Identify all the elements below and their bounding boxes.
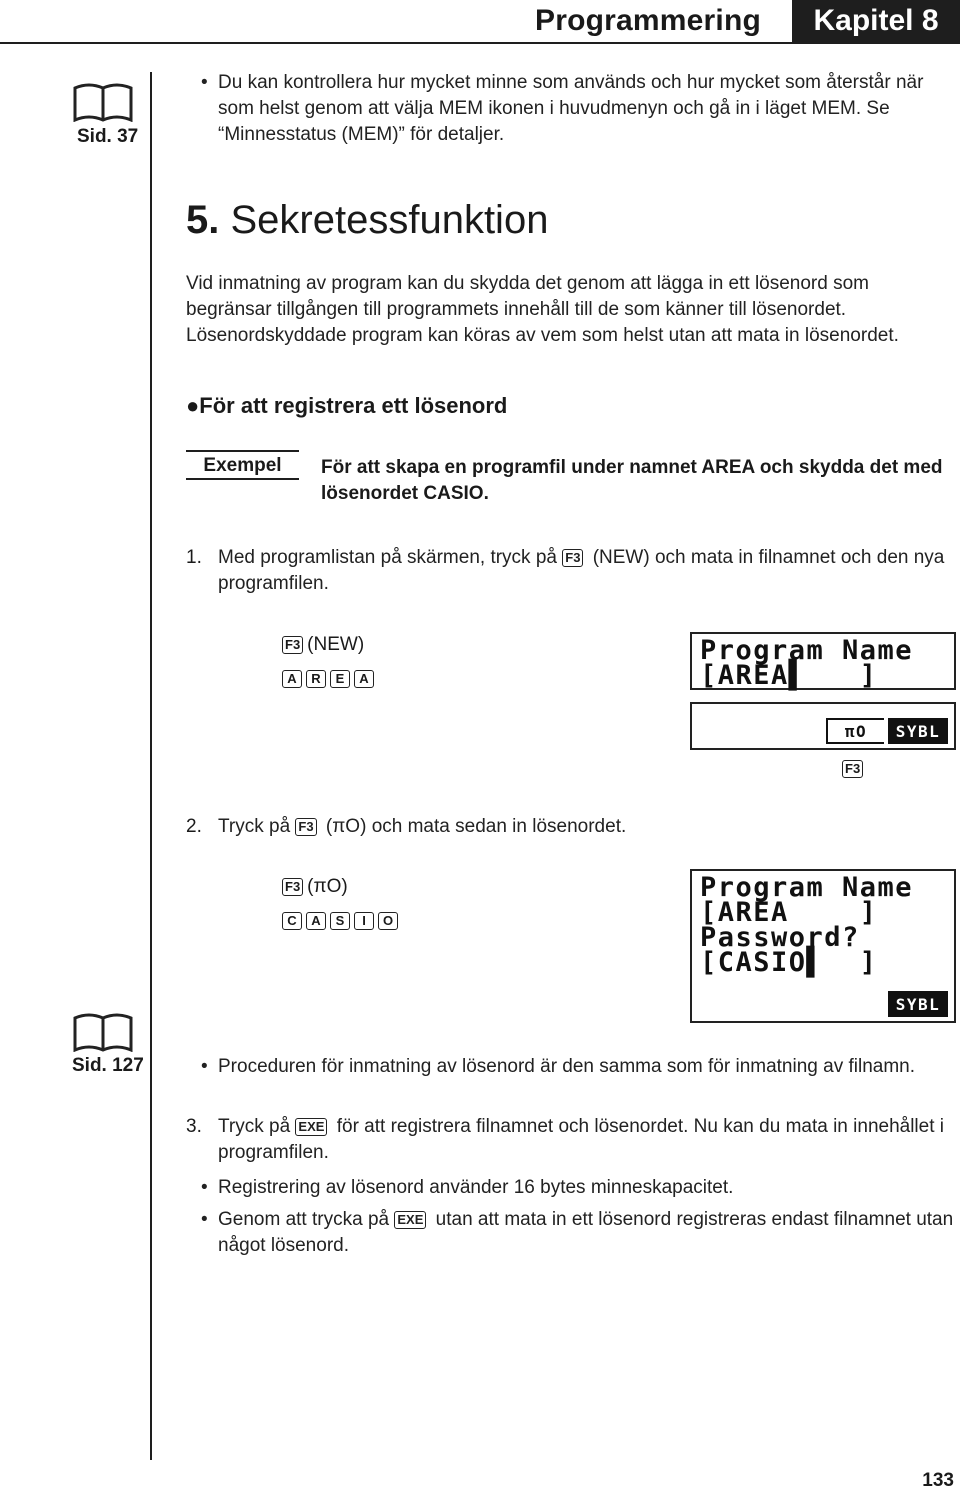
step1-text-b: (NEW) och mata in filnamnet och den nya programfilen. (218, 547, 945, 594)
step2-text (218, 814, 958, 840)
subheading (186, 393, 507, 419)
book-icon (72, 1012, 134, 1052)
page-number: 133 (922, 1470, 954, 1491)
step3-text-a: Tryck på (218, 1116, 291, 1137)
key-a: A (282, 670, 302, 688)
symbol-softkey: SYBL (888, 718, 948, 744)
bullet-icon: • (201, 1209, 208, 1230)
key-softkey-icon: πO (826, 718, 884, 744)
key-s: S (330, 912, 350, 930)
step3-text (218, 1114, 958, 1166)
end-bullet (201, 1175, 958, 1201)
key-i: I (354, 912, 374, 930)
book-icon (72, 82, 134, 122)
step2-keyseq-line2 (282, 910, 402, 932)
end-bullet-text-b: utan att mata in ett lösenord registreras endast filnamnet utan något lösenord. (218, 1209, 954, 1256)
margin-rule (150, 72, 152, 1460)
step1-text-a: Med programlistan på skärmen, tryck på (218, 547, 557, 568)
key-o: O (378, 912, 398, 930)
f3-key: F3 (282, 636, 303, 654)
step2-text-a: Tryck på (218, 816, 291, 837)
example-rule-top (186, 450, 299, 452)
intro-bullet (201, 70, 958, 148)
step2-keyseq-line1 (282, 876, 348, 898)
section-paragraph: Vid inmatning av program kan du skydda det genom att lägga in ett lösenord som begränsar tillgången till programmets innehåll till de som känner till lösenordet. Lösenordskyddade program kan köras av vem som helst utan att mata in lösenordet. (186, 273, 899, 346)
note-bullet (201, 1054, 958, 1080)
f3-key: F3 (282, 878, 303, 896)
lcd-line: [AREA ] (700, 897, 878, 928)
end-bullet-text-a: Genom att trycka på (218, 1209, 390, 1230)
step1-keyseq-line2 (282, 668, 378, 690)
end-bullet (201, 1207, 958, 1259)
example-rule-bottom (186, 478, 299, 480)
note-bullet-text: Proceduren för inmatning av lösenord är den samma som för inmatning av filnamn. (218, 1056, 916, 1077)
exe-key: EXE (295, 1118, 327, 1136)
side-ref-page[interactable]: Sid. 37 (77, 126, 139, 147)
intro-bullet-text: Du kan kontrollera hur mycket minne som används och hur mycket som återstår när som helst genom att välja MEM ikonen i huvudmenyn och gå in i läget MEM. Se “Minnesstatus (MEM)” för detaljer. (218, 72, 924, 145)
key-a: A (354, 670, 374, 688)
subheading-text: För att registrera ett lösenord (199, 393, 508, 418)
exe-key: EXE (394, 1211, 426, 1229)
lcd-line: [AREA▌ ] (700, 660, 878, 691)
key-r: R (306, 670, 326, 688)
bullet-icon: ● (186, 393, 200, 418)
step1-text (218, 545, 958, 597)
step2-text-b: (πO) och mata sedan in lösenordet. (325, 816, 627, 837)
f3-key: F3 (562, 549, 583, 567)
chapter-label: Kapitel 8 (792, 0, 960, 42)
symbol-softkey: SYBL (888, 991, 948, 1017)
bullet-icon: • (201, 1177, 208, 1198)
calculator-screen-bottom (690, 702, 956, 750)
keyseq-label: (πO) (307, 876, 348, 897)
section-heading (186, 198, 548, 243)
section-number: 5. (186, 198, 220, 242)
bullet-icon: • (201, 1056, 208, 1077)
side-ref-page[interactable]: Sid. 127 (72, 1055, 144, 1076)
below-screen-key (842, 758, 867, 780)
key-c: C (282, 912, 302, 930)
lcd-line: Password? (700, 922, 860, 953)
end-bullet-text: Registrering av lösenord använder 16 bytes minneskapacitet. (218, 1177, 734, 1198)
lcd-line: [CASIO▌ ] (700, 947, 878, 978)
step-number: 2. (186, 816, 202, 837)
section-title: Sekretessfunktion (230, 198, 549, 242)
f3-key: F3 (295, 818, 316, 836)
key-a: A (306, 912, 326, 930)
calculator-screen-password (690, 869, 956, 1023)
bullet-icon: • (201, 72, 208, 93)
key-e: E (330, 670, 350, 688)
step1-keyseq-line1 (282, 634, 364, 656)
f3-key: F3 (842, 760, 863, 778)
example-text: För att skapa en programfil under namnet AREA och skydda det med lösenordet CASIO. (321, 457, 943, 504)
lcd-line: Program Name (700, 635, 914, 666)
calculator-screen-top (690, 632, 956, 690)
step-number: 1. (186, 547, 202, 568)
example-label: Exempel (203, 455, 282, 476)
step3-text-b: för att registrera filnamnet och lösenordet. Nu kan du mata in innehållet i programfilen. (218, 1116, 944, 1163)
page-header-title: Programmering (535, 4, 761, 37)
keyseq-label: (NEW) (307, 634, 365, 655)
lcd-line: Program Name (700, 872, 914, 903)
header-rule (0, 42, 960, 44)
step-number: 3. (186, 1116, 202, 1137)
